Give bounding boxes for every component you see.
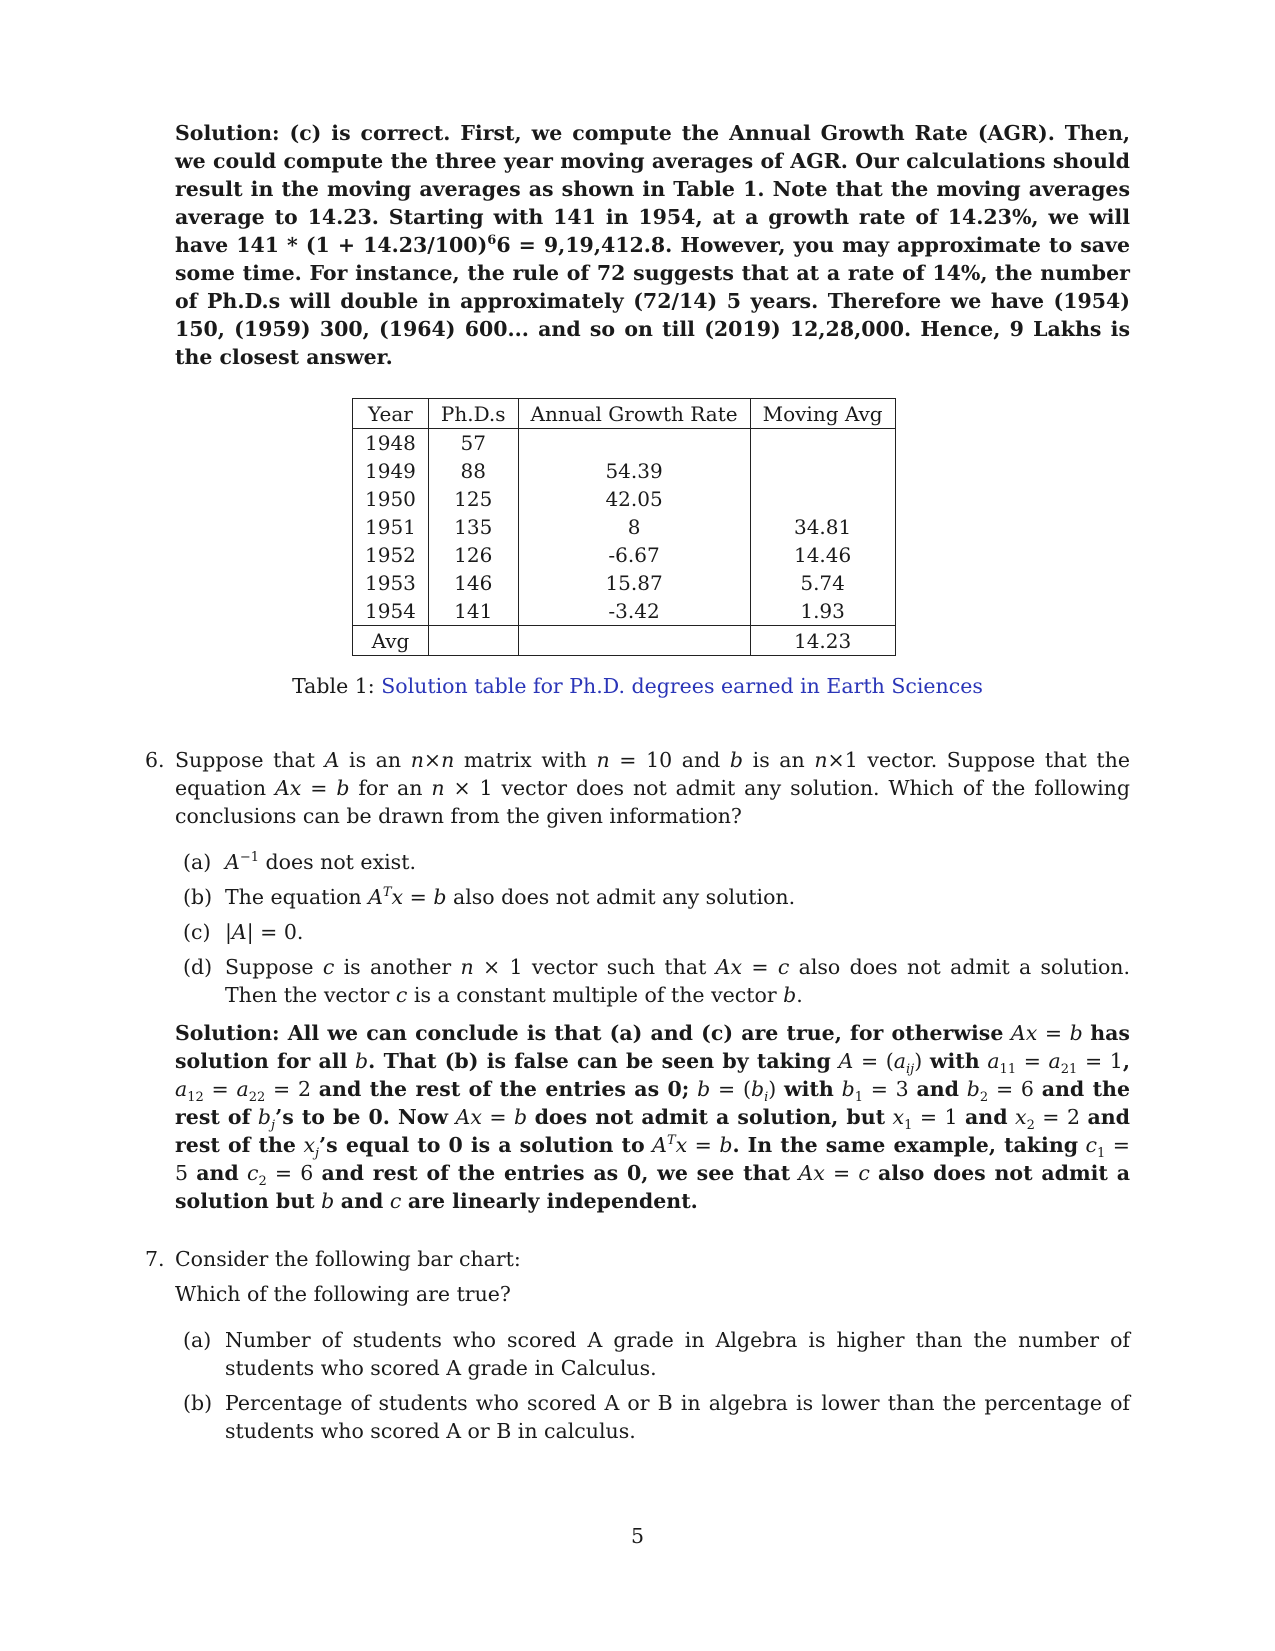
table-cell: 1949 xyxy=(353,457,429,485)
table-cell: 1950 xyxy=(353,485,429,513)
question-6-number: 6. xyxy=(145,748,165,772)
table-row xyxy=(353,569,896,597)
table-cell xyxy=(518,429,750,458)
table-cell: 88 xyxy=(428,457,518,485)
solution-q5-text: Solution: (c) is correct. First, we compute the Annual Growth Rate (AGR). Then, we could compute the three year moving averages of AGR. Our calculations should result in the moving averages as shown in Table 1. Note that the moving averages average to 14.23. Starting with 141 in 1954, at a growth rate of 14.23%, we will have $141 * (1 + 14.23/100)^66 = 9,19,412.8$. However, you may approximate to save some time. For instance, the rule of 72 suggests that at a rate of 14%, the number of Ph.D.s will double in approximately (72/14) 5 years. Therefore we have (1954) 150, (1959) 300, (1964) 600... and so on till (2019) 12,28,000. Hence, 9 Lakhs is the closest answer. xyxy=(175,121,1131,369)
question-6-option-d: (d) Suppose c is another n × 1 vector such that Ax = c also does not admit a solution. Then the vector c is a constant multiple of the vector b. xyxy=(183,955,1131,1007)
question-7-question: Which of the following are true? xyxy=(175,1282,511,1306)
table-cell: 1952 xyxy=(353,541,429,569)
question-6-stem: Suppose that A is an n×n matrix with n = 10 and b is an n×1 vector. Suppose that the equation Ax = b for an n × 1 vector does not admit any solution. Which of the following conclusions can be drawn from the given information? xyxy=(175,748,1131,828)
solution-q5 xyxy=(175,119,1130,371)
question-7-option-a: (a) Number of students who scored A grade in Algebra is higher than the number of students who scored A grade in Calculus. xyxy=(183,1328,1130,1380)
table-cell: 141 xyxy=(428,597,518,626)
table-row xyxy=(353,429,896,458)
table-cell: 34.81 xyxy=(750,513,895,541)
table-avg-row xyxy=(353,626,896,656)
question-7-option-b: (b) Percentage of students who scored A or B in algebra is lower than the percentage of students who scored A or B in calculus. xyxy=(183,1391,1130,1443)
table-cell: 8 xyxy=(518,513,750,541)
table-row xyxy=(353,541,896,569)
table-header-row xyxy=(353,399,896,429)
table-cell xyxy=(750,457,895,485)
table-cell: 5.74 xyxy=(750,569,895,597)
table-cell: 1951 xyxy=(353,513,429,541)
table-caption-label: Table 1: xyxy=(292,674,375,698)
table-caption-link[interactable]: Solution table for Ph.D. degrees earned in Earth Sciences xyxy=(381,674,983,698)
table-cell: 1.93 xyxy=(750,597,895,626)
table-row xyxy=(353,597,896,626)
solution-table xyxy=(352,398,896,656)
table-cell: 1953 xyxy=(353,569,429,597)
question-6-option-a: (a) $A^{-1}$ does not exist. xyxy=(183,850,416,874)
table-caption xyxy=(0,674,1275,698)
table-cell xyxy=(428,626,518,656)
table-cell: 135 xyxy=(428,513,518,541)
table-header: Moving Avg xyxy=(750,399,895,429)
table-header: Year xyxy=(353,399,429,429)
table-cell: 14.23 xyxy=(750,626,895,656)
table-cell: Avg xyxy=(353,626,429,656)
table-row xyxy=(353,513,896,541)
table-cell: -3.42 xyxy=(518,597,750,626)
question-6-option-b: (b) The equation $A^Tx = b$ also does not admit any solution. xyxy=(183,885,796,909)
table-cell xyxy=(750,485,895,513)
question-6-option-c: (c) |A| = 0. xyxy=(183,920,304,944)
table-cell: -6.67 xyxy=(518,541,750,569)
question-7-number: 7. xyxy=(145,1247,165,1271)
table-cell xyxy=(518,626,750,656)
table-cell: 146 xyxy=(428,569,518,597)
table-header: Ph.D.s xyxy=(428,399,518,429)
table-cell: 126 xyxy=(428,541,518,569)
table-row xyxy=(353,485,896,513)
table-cell: 1954 xyxy=(353,597,429,626)
table-cell: 57 xyxy=(428,429,518,458)
table-cell: 54.39 xyxy=(518,457,750,485)
table-row xyxy=(353,457,896,485)
solution-q6: Solution: All we can conclude is that (a) and (c) are true, for otherwise Ax = b has solution for all b. That (b) is false can be seen by taking $A = (a_{ij})$ with $a_{11} = a_{21} = 1$, $a_{12} = a_{22} = 2$ and the rest of the entries as 0; $b = (b_i)$ with $b_1 = 3$ and $b_2 = 6$ and the rest of $b_j’s$ to be 0. Now Ax = b does not admit a solution, but $x_1 = 1$ and $x_2 = 2$ and rest of the $x_j’s$ equal to 0 is a solution to $A^Tx = b$. In the same example, taking $c_1 = 5$ and $c_2 = 6$ and rest of the entries as 0, we see that Ax = c also does not admit a solution but b and c are linearly independent. xyxy=(175,1021,1131,1213)
table-header: Annual Growth Rate xyxy=(518,399,750,429)
table-cell: 14.46 xyxy=(750,541,895,569)
page-number: 5 xyxy=(630,1524,645,1548)
table-cell: 1948 xyxy=(353,429,429,458)
question-7-intro: Consider the following bar chart: xyxy=(175,1247,521,1271)
table-cell: 42.05 xyxy=(518,485,750,513)
table-cell xyxy=(750,429,895,458)
table-cell: 125 xyxy=(428,485,518,513)
table-cell: 15.87 xyxy=(518,569,750,597)
